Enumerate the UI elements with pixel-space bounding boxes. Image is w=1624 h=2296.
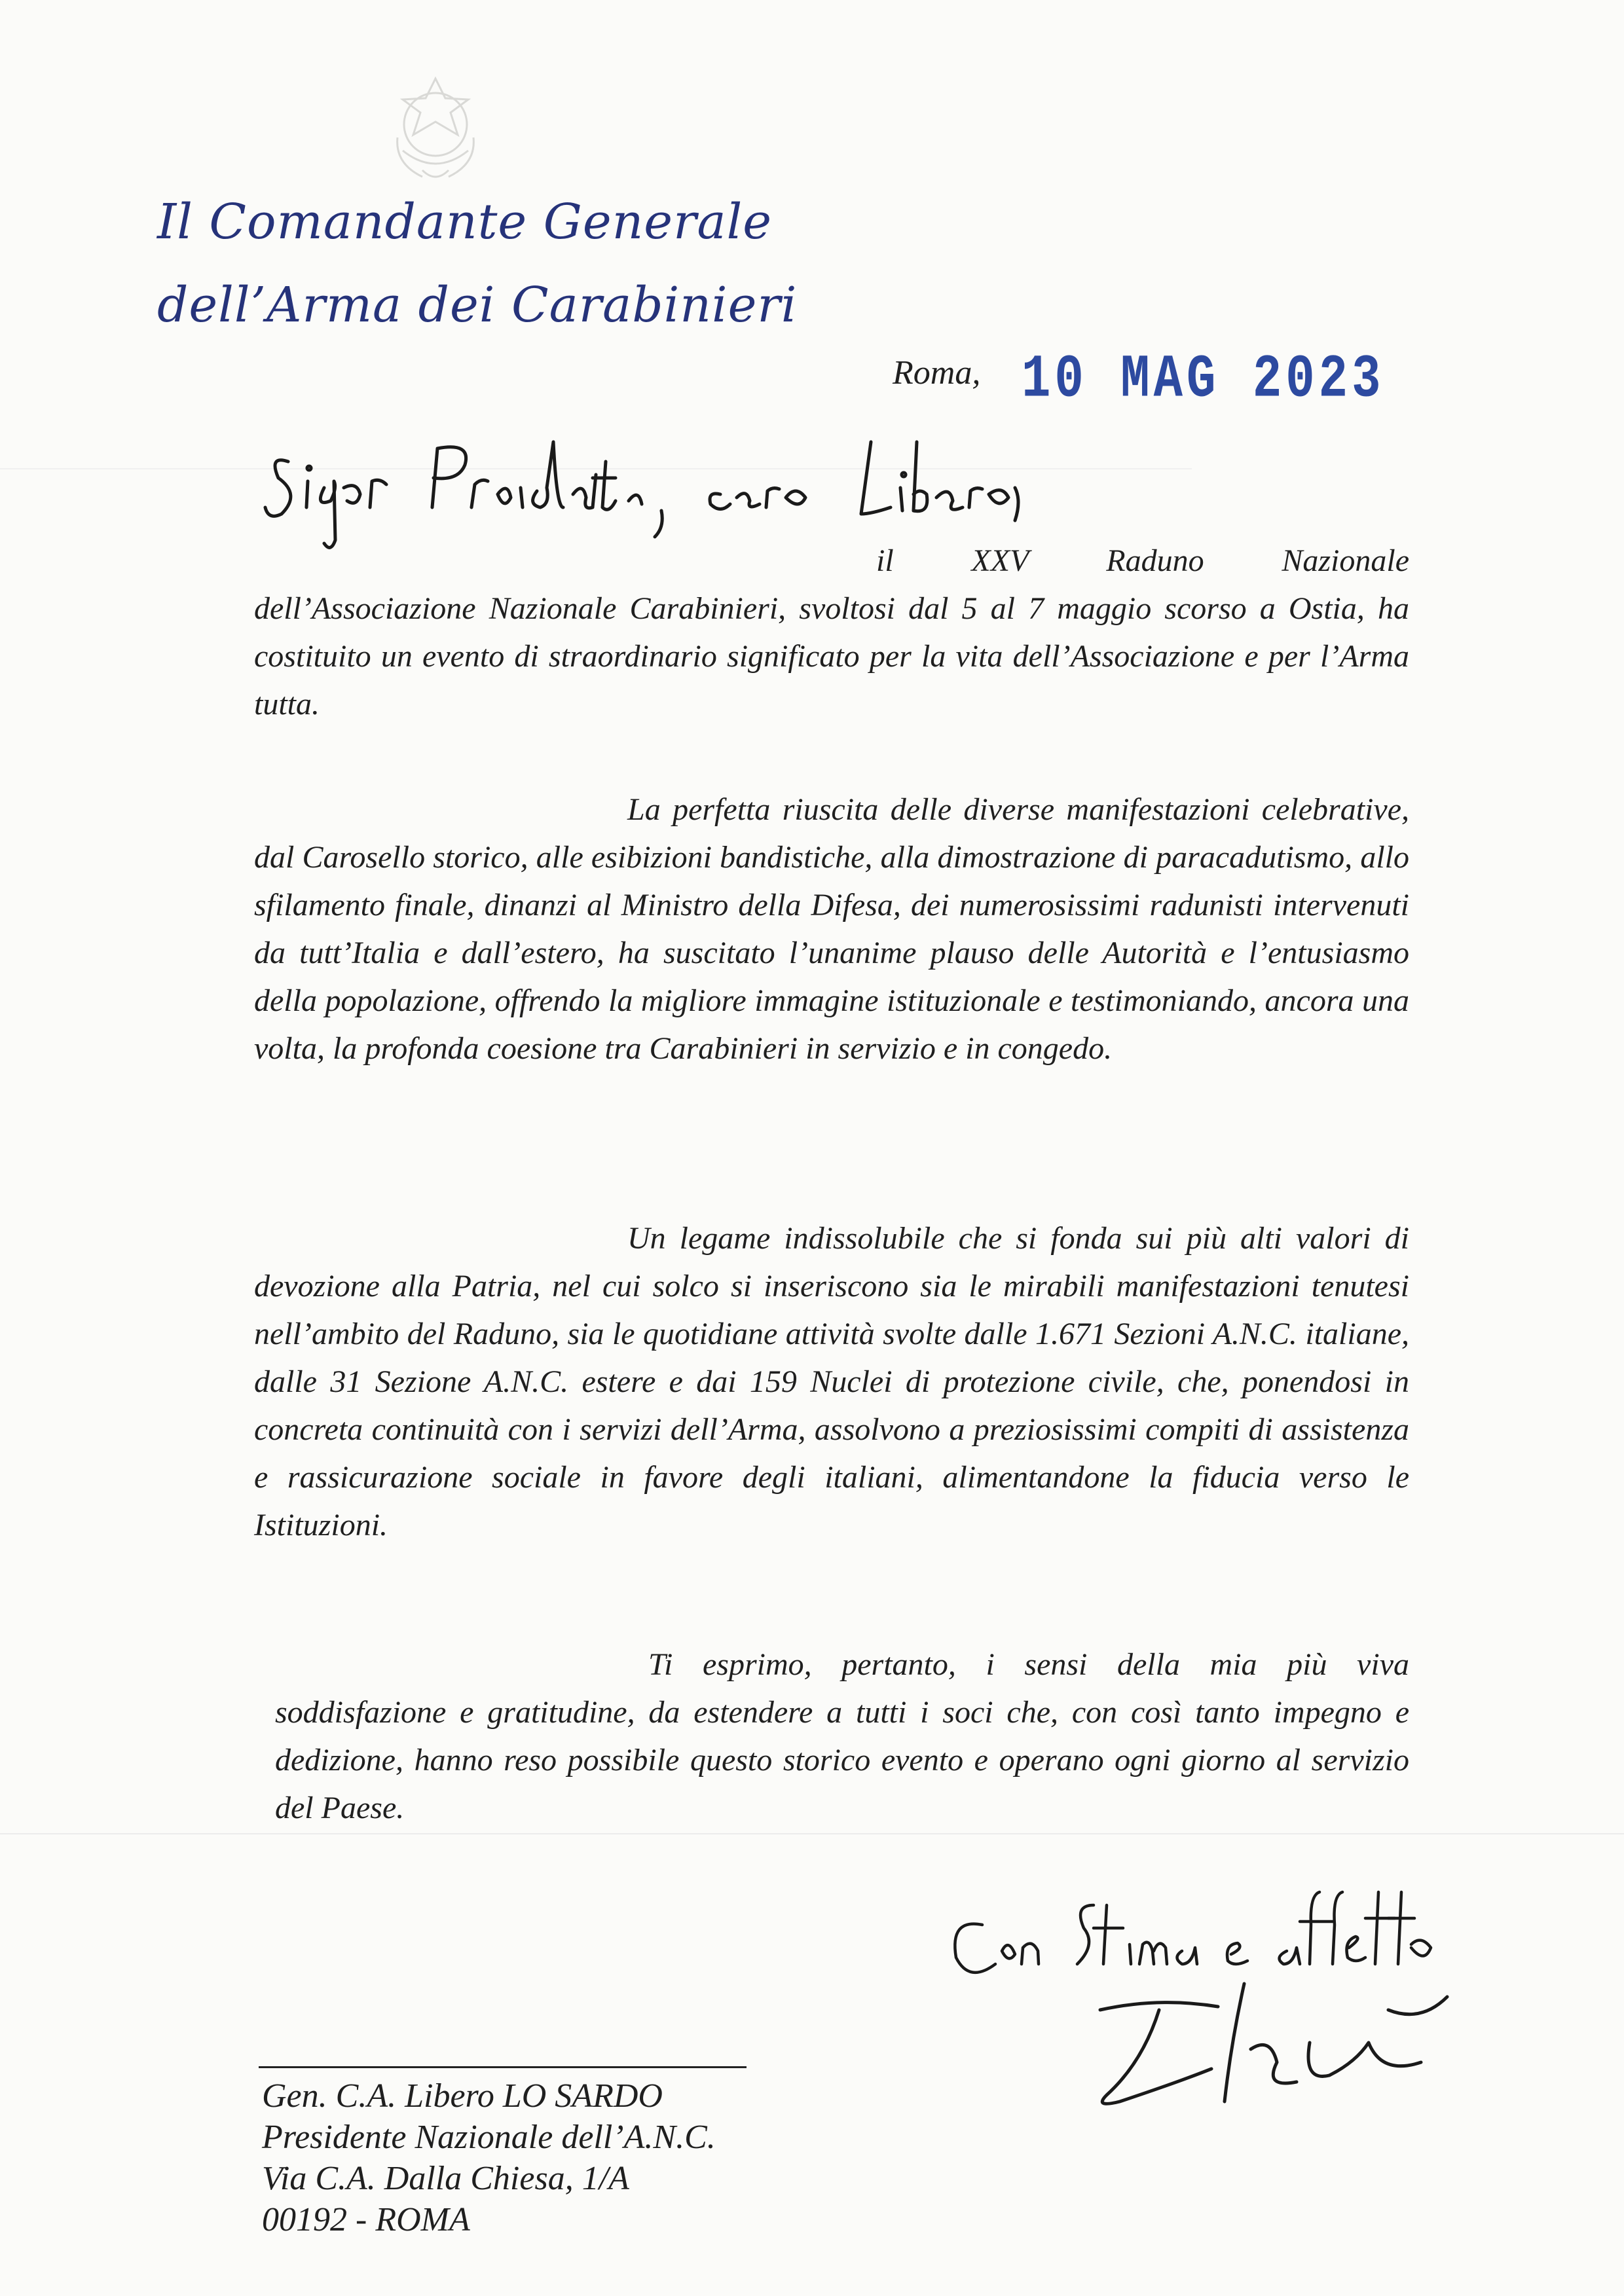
place-label: Roma, — [893, 354, 981, 392]
recipient-title: Presidente Nazionale dell’A.N.C. — [262, 2119, 716, 2156]
salutation-ink-icon — [262, 416, 1074, 553]
paragraph-4: Ti esprimo, pertanto, i sensi della mia più viva soddisfazione e gratitudine, da estendere a tutti i soci che, con così tanto impegno e dedizione, hanno reso possibile questo storico evento e operano ogni giorno al servizio del Paese. — [275, 1647, 1409, 1825]
header-title: Il Comandante Generale — [157, 194, 773, 250]
handwritten-salutation — [262, 416, 1074, 553]
paragraph-1: il XXV Raduno Nazionale dell’Associazione Nazionale Carabinieri, svoltosi dal 5 al 7 maggio scorso a Ostia, ha costituito un evento di straordinario significato per la vita dell’Associazione e per l’Arma tutta. — [254, 543, 1409, 721]
scan-artifact-line — [0, 1833, 1624, 1834]
paragraph-2: La perfetta riuscita delle diverse manifestazioni celebrative, dal Carosello storico, alle esibizioni bandistiche, alla dimostrazione di paracadutismo, allo sfilamento finale, dinanzi al Ministro della Difesa, dei numerosissimi radunisti intervenuti da tutt’Italia e dall’estero, ha suscitato l’unanime plauso delle Autorità e l’entusiasmo della popolazione, offrendo la migliore immagine istituzionale e testimoniando, ancora una volta, la profonda coesione tra Carabinieri in servizio e in congedo. — [254, 792, 1409, 1066]
signature-icon — [1080, 1971, 1460, 2121]
recipient-address — [262, 2075, 716, 2240]
paragraph-3: Un legame indissolubile che si fonda sui più alti valori di devozione alla Patria, nel cui solco si inseriscono sia le mirabili manifestazioni tenutesi nell’ambito del Raduno, sia le quotidiane attività svolte dalle 1.671 Sezioni A.N.C. italiane, dalle 31 Sezione A.N.C. estere e dai 159 Nuclei di protezione civile, che, ponendosi in concreta continuità con i servizi dell’Arma, assolvono a preziosissimi compiti di assistenza e rassicurazione sociale in favore degli italiani, alimentandone la fiducia verso le Istituzioni. — [254, 1221, 1409, 1542]
header-subtitle: dell’Arma dei Carabinieri — [157, 277, 798, 333]
emblem-seal-icon — [383, 72, 488, 187]
recipient-street: Via C.A. Dalla Chiesa, 1/A — [262, 2160, 629, 2197]
recipient-city: 00192 - ROMA — [262, 2201, 470, 2238]
date-stamp: 10 MAG 2023 — [1022, 346, 1385, 414]
recipient-name: Gen. C.A. Libero LO SARDO — [262, 2077, 663, 2115]
address-divider — [259, 2066, 747, 2068]
